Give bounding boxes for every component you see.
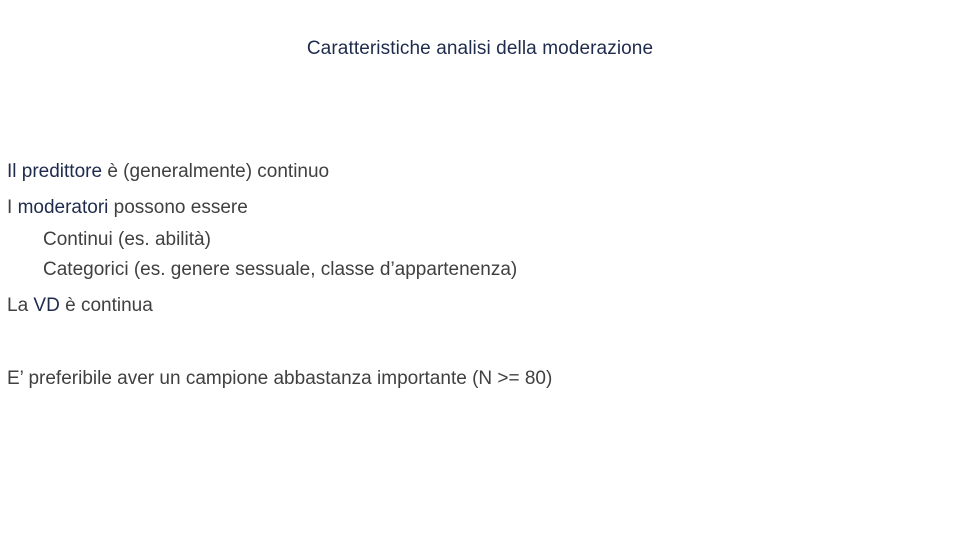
keyword-vd: VD [33, 295, 60, 316]
bullet-predictor [7, 161, 329, 183]
bullet-moderators [7, 197, 248, 219]
slide-title: Caratteristiche analisi della moderazione [306, 38, 654, 59]
line-suffix: è continua [59, 295, 153, 316]
keyword-moderators: moderatori [17, 197, 109, 218]
line-prefix: La [7, 295, 34, 316]
sub-bullet-categorical: Categorici (es. genere sessuale, classe d’appartenenza) [43, 259, 518, 280]
keyword-predictor: Il predittore [7, 161, 103, 182]
bullet-sample-size: E’ preferibile aver un campione abbastanza importante (N >= 80) [7, 368, 553, 389]
line-suffix: possono essere [108, 197, 248, 218]
bullet-dv [7, 295, 153, 317]
line-suffix: è (generalmente) continuo [102, 161, 330, 182]
sub-bullet-continuous: Continui (es. abilità) [43, 229, 211, 250]
line-prefix: I [7, 197, 18, 218]
